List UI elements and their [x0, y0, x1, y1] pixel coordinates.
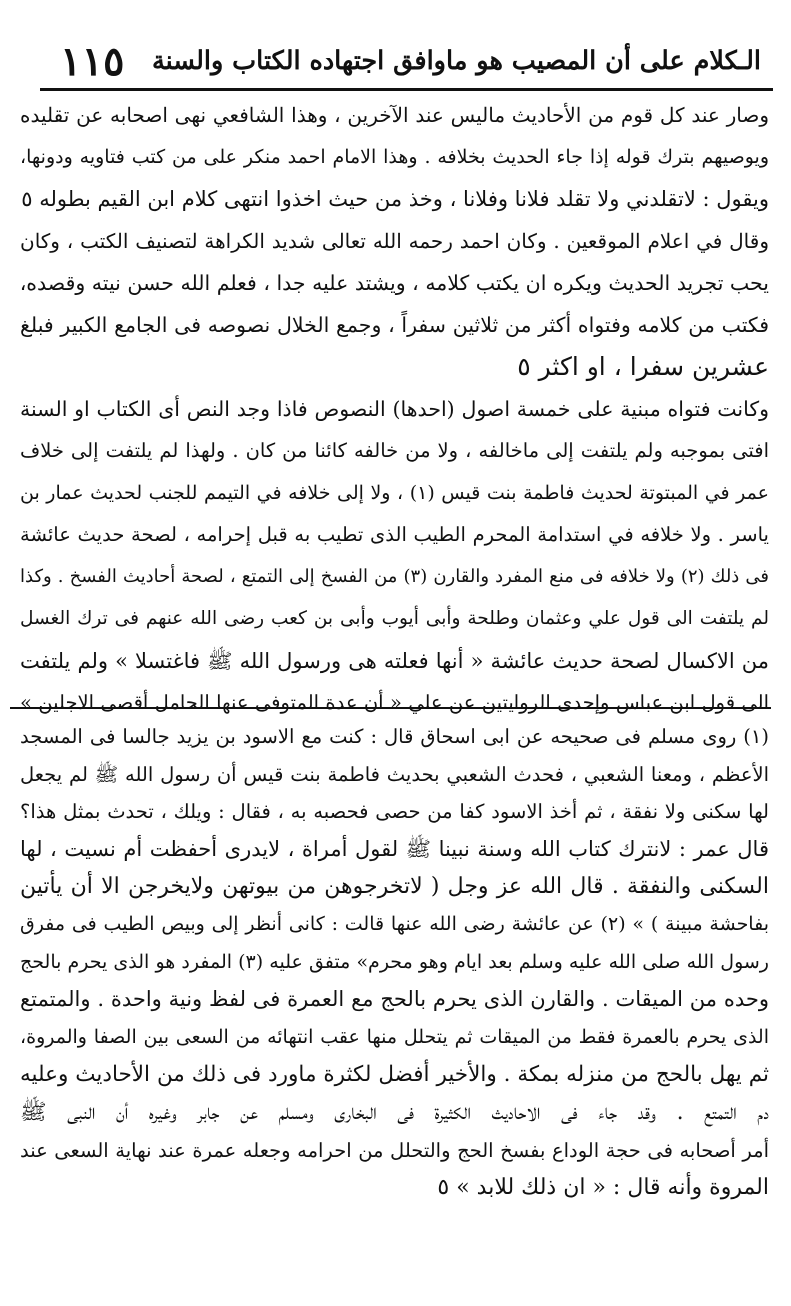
- text-line: ويقول : لاتقلدني ولا تقلد فلانا وفلانا ، وخذ من حيث اخذوا انتهى كلام ابن القيم بطوله ٥: [21, 187, 769, 211]
- footnote-line: الذى يحرم بالعمرة فقط من الميقات ثم يتحلل منها عقب انتهائه من السعى بين الصفا والمروة،: [20, 1025, 769, 1048]
- footnote-line: (١) روى مسلم فى صحيحه عن ابى اسحاق قال : كنت مع الاسود بن يزيد جالسا فى المسجد: [20, 725, 769, 748]
- main-text: [20, 94, 769, 724]
- text-line: وقال في اعلام الموقعين . وكان احمد رحمه الله تعالى شديد الكراهة لتصنيف الكتب ، وكان: [20, 229, 769, 253]
- footnote-line: أمر أصحابه فى حجة الوداع بفسخ الحج والتحلل من احرامه وجعله عمرة عند نهاية السعى عند: [20, 1138, 769, 1162]
- footnotes: [20, 718, 769, 1207]
- footnote-line: دم التمتع . وقد جاء فى الاحاديث الكثيرة فى البخارى ومسلم عن جابر وغيره أن النبى ﷺ: [20, 1099, 769, 1125]
- text-line: لم يلتفت الى قول علي وعثمان وطلحة وأبى أيوب وأبى بن كعب رضى الله عنهم فى ترك الغسل: [20, 608, 769, 629]
- page-number: ١١٥: [60, 37, 125, 85]
- running-title: الـكلام على أن المصيب هو ماوافق اجتهاده الكتاب والسنة: [152, 46, 761, 76]
- footnote-line: المروة وأنه قال : « ان ذلك للابد » ٥: [437, 1175, 769, 1201]
- text-line: وكانت فتواه مبنية على خمسة اصول (احدها) النصوص فاذا وجد النص أى الكتاب او السنة: [20, 397, 769, 421]
- footnote-line: السكنى والنفقة . قال الله عز وجل ( لاتخرجوهن من بيوتهن ولايخرجن الا أن يأتين: [20, 874, 769, 900]
- text-line: فى ذلك (٢) ولا خلافه فى منع المفرد والقارن (٣) من الفسخ إلى التمتع ، لصحة أحاديث الفسخ . وكذا: [20, 566, 769, 587]
- footnote-line: قال عمر : لانترك كتاب الله وسنة نبينا ﷺ لقول أمراة ، لايدرى أحفظت أم نسيت ، لها: [20, 836, 769, 861]
- footnote-divider: [10, 707, 771, 709]
- text-line: فكتب من كلامه وفتواه أكثر من ثلاثين سفراً ، وجمع الخلال نصوصه فى الجامع الكبير فبلغ: [20, 313, 769, 337]
- header-rule: [40, 88, 773, 91]
- text-line: عشرين سفرا ، او اكثر ٥: [517, 352, 769, 381]
- footnote-line: ثم يهل بالحج من منزله بمكة . والأخير أفضل لكثرة ماورد فى ذلك من الأحاديث وعليه: [20, 1062, 769, 1088]
- text-line: يحب تجريد الحديث ويكره ان يكتب كلامه ، ويشتد عليه جدا ، فعلم الله حسن نيته وقصده،: [20, 271, 769, 295]
- text-line: الى قول ابن عباس وإحدى الروايتين عن علي « أن عدة المتوفى عنها الحامل أقصى الاجلين »: [20, 691, 769, 714]
- footnote-line: وحده من الميقات . والقارن الذى يحرم بالحج مع العمرة فى لفظ ونية واحدة . والمتمتع: [20, 987, 769, 1012]
- text-line: ويوصيهم بترك قوله إذا جاء الحديث بخلافه . وهذا الامام احمد منكر على من كتب فتاويه ودونها،: [20, 146, 769, 168]
- text-line: عمر في المبتوتة لحديث فاطمة بنت قيس (١) ، ولا إلى خلافه في التيمم للجنب لحديث عمار بن: [20, 482, 769, 504]
- footnote-line: رسول الله صلى الله عليه وسلم بعد ايام وهو محرم» متفق عليه (٣) المفرد هو الذى يحرم بالحج: [20, 950, 769, 973]
- text-line: من الاكسال لصحة حديث عائشة « أنها فعلته هى ورسول الله ﷺ فاغتسلا » ولم يلتفت: [20, 649, 769, 673]
- footnote-line: الأعظم ، ومعنا الشعبي ، فحدث الشعبي بحديث فاطمة بنت قيس أن رسول الله ﷺ لم يجعل: [20, 762, 769, 786]
- page-header: [60, 38, 761, 84]
- text-line: افتى بموجبه ولم يلتفت إلى ماخالفه ، ولا من خالفه كائنا من كان . ولهذا لم يلتفت إلى خلاف: [20, 439, 769, 462]
- footnote-line: لها سكنى ولا نفقة ، ثم أخذ الاسود كفا من حصى فحصبه به ، فقال : ويلك ، تحدث بمثل هذا؟: [20, 800, 769, 824]
- text-line: ياسر . ولا خلافه في استدامة المحرم الطيب الذى تطيب به قبل إحرامه ، لصحة حديث عائشة: [20, 523, 769, 546]
- text-line: وصار عند كل قوم من الأحاديث ماليس عند الآخرين ، وهذا الشافعي نهى اصحابه عن تقليده: [20, 103, 769, 127]
- footnote-line: بفاحشة مبينة ) » (٢) عن عائشة رضى الله عنها قالت : كانى أنظر إلى وبيص الطيب فى مفرق: [20, 912, 769, 935]
